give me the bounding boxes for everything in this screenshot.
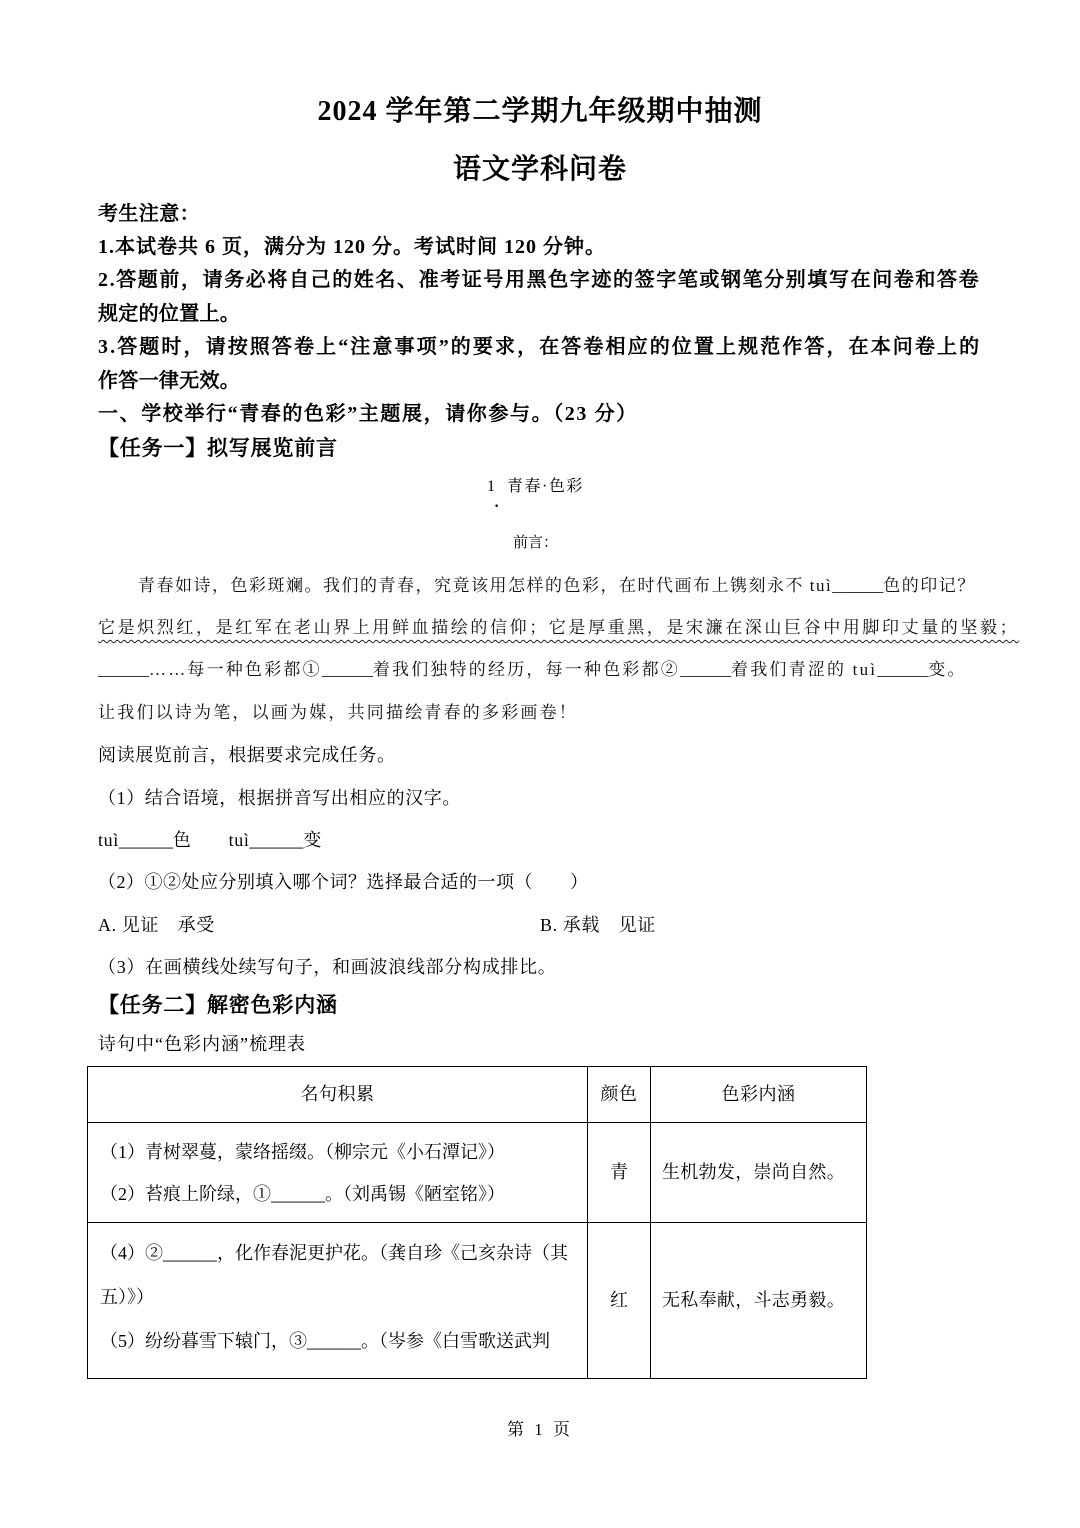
quotes-cell	[88, 1123, 588, 1223]
preface-line: 青春如诗，色彩斑斓。我们的青春，究竟该用怎样的色彩，在时代画布上镌刻永不 tuì______色的印记？	[138, 576, 976, 595]
answer-blank: ______	[321, 660, 373, 679]
quotes-cell	[88, 1223, 588, 1379]
notice-heading: 考生注意：	[98, 203, 200, 225]
quote-item: （1）青树翠蔓，蒙络摇缀。（柳宗元《小石潭记》）	[100, 1141, 505, 1162]
table-caption: 诗句中“色彩内涵”梳理表	[98, 1034, 306, 1054]
preface-line: 让我们以诗为笔，以画为媒，共同描绘青春的多彩画卷！	[98, 703, 578, 722]
preface-line: ______……每一种色彩都①______着我们独特的经历，每一种色彩都②______着我们青涩的 tuì______变。	[98, 660, 967, 679]
notice-line: 3.答题时，请按照答卷上“注意事项”的要求，在答卷相应的位置上规范作答，在本问卷上的	[98, 336, 982, 358]
table-row	[88, 1123, 867, 1223]
preface-label: 前言：	[513, 535, 559, 551]
question-prompt: （2）①②处应分别填入哪个词？选择最合适的一项（ ）	[98, 872, 589, 892]
notice-line: 1.本试卷共 6 页，满分为 120 分。考试时间 120 分钟。	[98, 236, 606, 258]
exhibit-title: 青春·色彩	[507, 478, 584, 495]
table-header-cell: 色彩内涵	[651, 1067, 867, 1123]
section-heading: 一、学校举行“青春的色彩”主题展，请你参与。（23 分）	[98, 403, 638, 425]
meaning-cell: 无私奉献，斗志勇毅。	[651, 1223, 867, 1379]
answer-blank: ______	[118, 830, 173, 850]
exhibit-number: 1	[487, 478, 495, 495]
table-header-cell: 名句积累	[88, 1067, 588, 1123]
notice-line: 2.答题前，请务必将自己的姓名、准考证号用黑色字迹的签字笔或钢笔分别填写在问卷和答卷	[98, 269, 981, 291]
exhibit-title-line	[487, 475, 584, 515]
page-footer: 第 1 页	[507, 1420, 573, 1439]
quote-item: （2）苔痕上阶绿，①______。（刘禹锡《陋室铭》）	[100, 1183, 505, 1204]
exam-title: 2024 学年第二学期九年级期中抽测	[317, 96, 763, 127]
notice-line: 作答一律无效。	[98, 370, 241, 392]
notice-line: 规定的位置上。	[98, 303, 241, 325]
table-row	[88, 1223, 867, 1379]
color-meaning-table	[87, 1066, 867, 1379]
exam-subtitle: 语文学科问卷	[452, 154, 627, 185]
answer-blank: ______	[271, 1183, 325, 1204]
table-header-cell: 颜色	[588, 1067, 651, 1123]
exhibit-number-dot: ·	[494, 498, 500, 515]
answer-blank: ______	[307, 1331, 361, 1351]
answer-blank: ______	[877, 660, 929, 679]
option-b: B. 承载 见证	[540, 915, 656, 935]
option-a: A. 见证 承受	[98, 915, 215, 935]
task-heading: 【任务二】解密色彩内涵	[98, 993, 338, 1017]
table-header-row	[88, 1067, 867, 1123]
answer-blank: ______	[832, 576, 884, 595]
answer-blank: ______	[249, 830, 304, 850]
color-cell: 青	[588, 1123, 651, 1223]
answer-blank: ______	[98, 660, 149, 679]
answer-blank: ______	[680, 660, 732, 679]
quote-item: （5）纷纷暮雪下辕门，③______。（岑参《白雪歌送武判	[100, 1331, 550, 1351]
question-prompt: （1）结合语境，根据拼音写出相应的汉字。	[98, 788, 461, 808]
color-cell: 红	[588, 1223, 651, 1379]
meaning-cell: 生机勃发，崇尚自然。	[651, 1123, 867, 1223]
instruction-text: 阅读展览前言，根据要求完成任务。	[98, 745, 396, 765]
answer-blank: ______	[163, 1243, 217, 1263]
task-heading: 【任务一】拟写展览前言	[98, 436, 338, 460]
preface-line-wavy: 它是炽烈红，是红军在老山界上用鲜血描绘的信仰；它是厚重黑，是宋濂在深山巨谷中用脚印丈量的坚毅；	[98, 618, 1020, 637]
quote-item: （4）②______，化作春泥更护花。（龚自珍《己亥杂诗（其五）》）	[100, 1243, 568, 1307]
question-prompt: （3）在画横线处续写句子，和画波浪线部分构成排比。	[98, 957, 557, 977]
answer-line: tuì______色 tuì______变	[98, 830, 323, 850]
